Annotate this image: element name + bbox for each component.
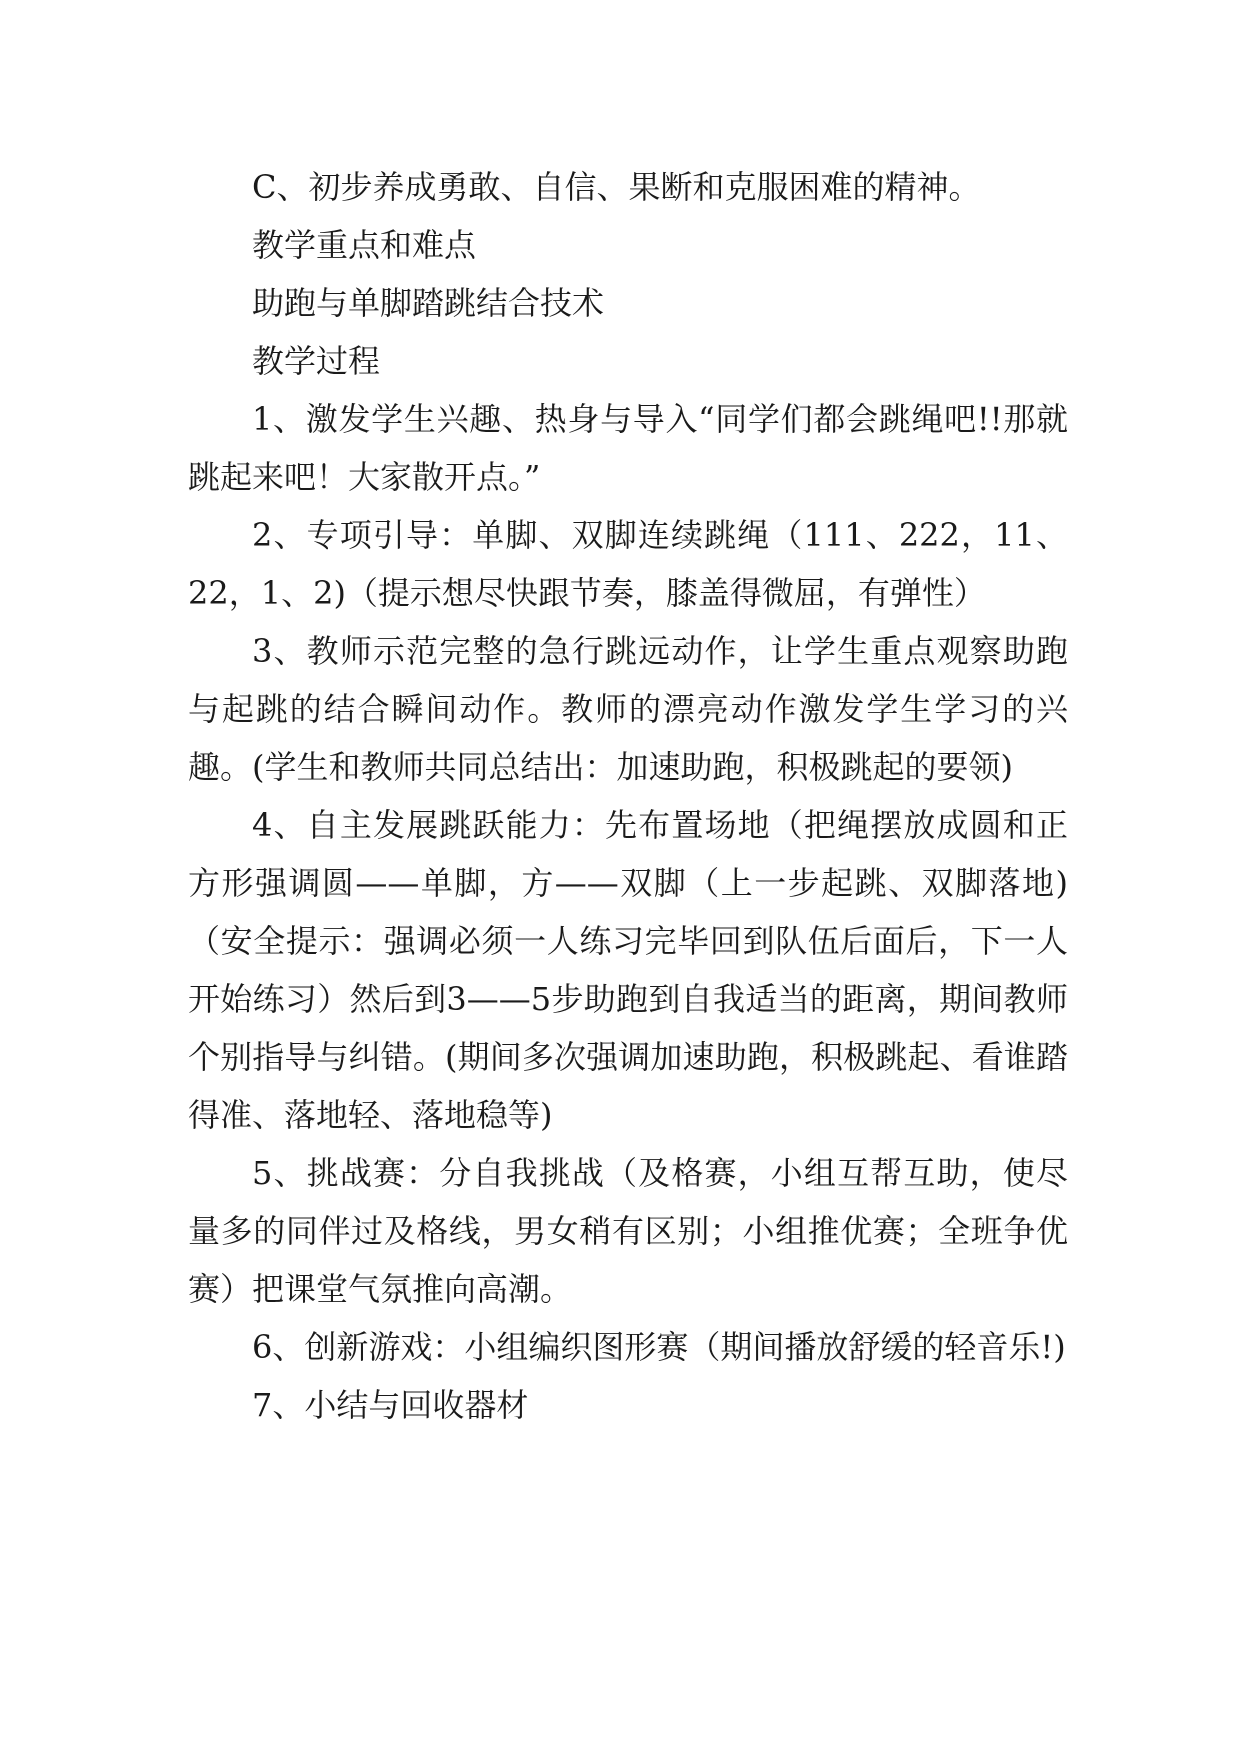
document-body — [188, 158, 1068, 1434]
step-2-paragraph: 2、专项引导：单脚、双脚连续跳绳（111、222，11、22，1、2)（提示想尽快跟节奏，膝盖得微屈，有弹性） — [188, 516, 1068, 612]
goal-c-paragraph: C、初步养成勇敢、自信、果断和克服困难的精神。 — [252, 168, 981, 206]
step-6-paragraph: 6、创新游戏：小组编织图形赛（期间播放舒缓的轻音乐!) — [252, 1328, 1066, 1366]
key-points-text: 助跑与单脚踏跳结合技术 — [252, 284, 605, 322]
step-7-paragraph: 7、小结与回收器材 — [252, 1386, 529, 1424]
step-1-paragraph: 1、激发学生兴趣、热身与导入“同学们都会跳绳吧!!那就跳起来吧！大家散开点。” — [188, 400, 1068, 496]
step-5-paragraph: 5、挑战赛：分自我挑战（及格赛，小组互帮互助，使尽量多的同伴过及格线，男女稍有区别；小组推优赛；全班争优赛）把课堂气氛推向高潮。 — [188, 1154, 1068, 1308]
step-4-paragraph: 4、自主发展跳跃能力：先布置场地（把绳摆放成圆和正方形强调圆——单脚，方——双脚（上一步起跳、双脚落地)（安全提示：强调必须一人练习完毕回到队伍后面后，下一人开始练习）然后到3——5步助跑到自我适当的距离，期间教师个别指导与纠错。(期间多次强调加速助跑，积极跳起、看谁踏得准、落地轻、落地稳等) — [188, 806, 1068, 1134]
key-points-heading: 教学重点和难点 — [252, 226, 477, 264]
step-3-paragraph: 3、教师示范完整的急行跳远动作，让学生重点观察助跑与起跳的结合瞬间动作。教师的漂亮动作激发学生学习的兴趣。(学生和教师共同总结出：加速助跑，积极跳起的要领) — [188, 632, 1068, 786]
process-heading: 教学过程 — [252, 342, 381, 380]
